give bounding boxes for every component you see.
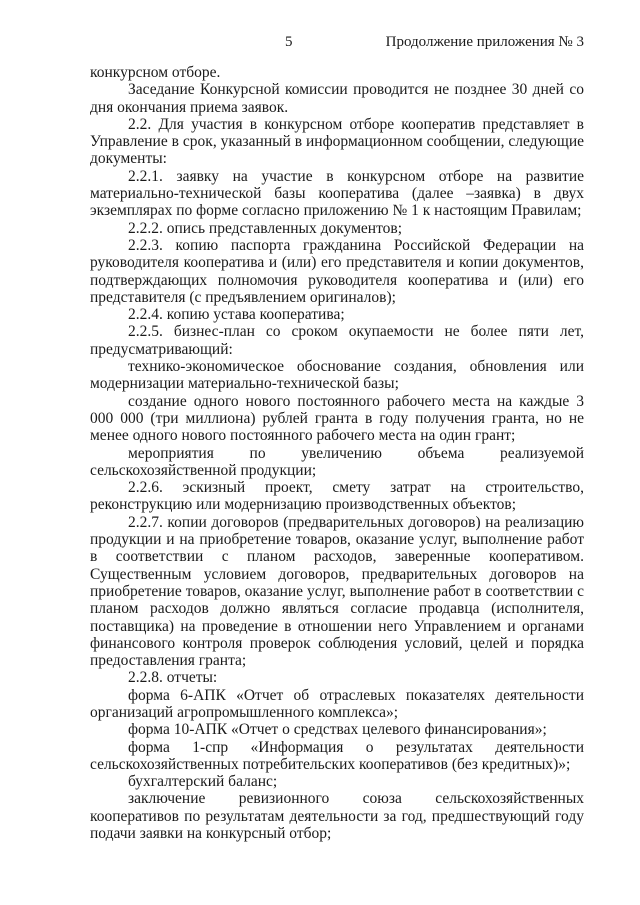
- paragraph: бухгалтерский баланс;: [128, 773, 278, 791]
- paragraph: конкурсном отборе.: [90, 64, 221, 81]
- paragraph: 2.2.4. копию устава кооператива;: [128, 306, 345, 324]
- paragraph: 2.2.7. копии договоров (предварительных договоров) на реализацию продукции и на приобретение товаров, оказание услуг, выполнение работ в соответствии с планом расходов, заверенные кооперативом. Существенным условием договоров, предварительных договоров на приобретение товаров, оказание услуг, выполнение работ в соответствии с планом расходов должно являться согласие продавца (исполнителя, поставщика) на проведение в отношении него Управлением и органами финансового контроля проверок соблюдения условий, целей и порядка предоставления гранта;: [90, 513, 584, 670]
- paragraph: заключение ревизионного союза сельскохозяйственных кооперативов по результатам деятельности за год, предшествующий году подачи заявки на конкурсный отбор;: [90, 790, 584, 843]
- paragraph: создание одного нового постоянного рабочего места на каждые 3 000 000 (три миллиона) рублей гранта в году получения гранта, но не менее одного нового постоянного рабочего места на один грант;: [90, 392, 584, 445]
- paragraph: мероприятия по увеличению объема реализуемой сельскохозяйственной продукции;: [90, 444, 584, 479]
- paragraph: 2.2. Для участия в конкурсном отборе кооператив представляет в Управление в срок, указанный в информационном сообщении, следующие документы:: [90, 115, 584, 168]
- paragraph: Заседание Конкурсной комиссии проводится не позднее 30 дней со дня окончания приема заявок.: [90, 81, 584, 116]
- page-number: 5: [285, 34, 293, 50]
- paragraph: 2.2.5. бизнес-план со сроком окупаемости не более пяти лет, предусматривающий:: [90, 323, 584, 358]
- paragraph: 2.2.3. копию паспорта гражданина Российской Федерации на руководителя кооператива и (или) его представителя и копии документов, подтверждающих полномочия руководителя кооператива и (или) его представителя (с предъявлением оригиналов);: [90, 236, 584, 306]
- paragraph: 2.2.8. отчеты:: [128, 669, 218, 687]
- paragraph: 2.2.6. эскизный проект, смету затрат на строительство, реконструкцию или модернизацию производственных объектов;: [90, 479, 584, 514]
- appendix-continuation-label: Продолжение приложения № 3: [385, 34, 584, 50]
- document-body: [90, 64, 584, 842]
- paragraph: 2.2.1. заявку на участие в конкурсном отборе на развитие материально-технической базы кооператива (далее –заявка) в двух экземплярах по форме согласно приложению № 1 к настоящим Правилам;: [90, 167, 584, 220]
- paragraph: форма 10-АПК «Отчет о средствах целевого финансирования»;: [128, 721, 547, 739]
- paragraph: технико-экономическое обоснование создания, обновления или модернизации материально-технической базы;: [90, 358, 584, 393]
- paragraph: форма 6-АПК «Отчет об отраслевых показателях деятельности организаций агропромышленного комплекса»;: [90, 686, 584, 721]
- paragraph: 2.2.2. опись представленных документов;: [128, 219, 403, 237]
- paragraph: форма 1-спр «Информация о результатах деятельности сельскохозяйственных потребительских кооперативов (без кредитных)»;: [90, 738, 584, 773]
